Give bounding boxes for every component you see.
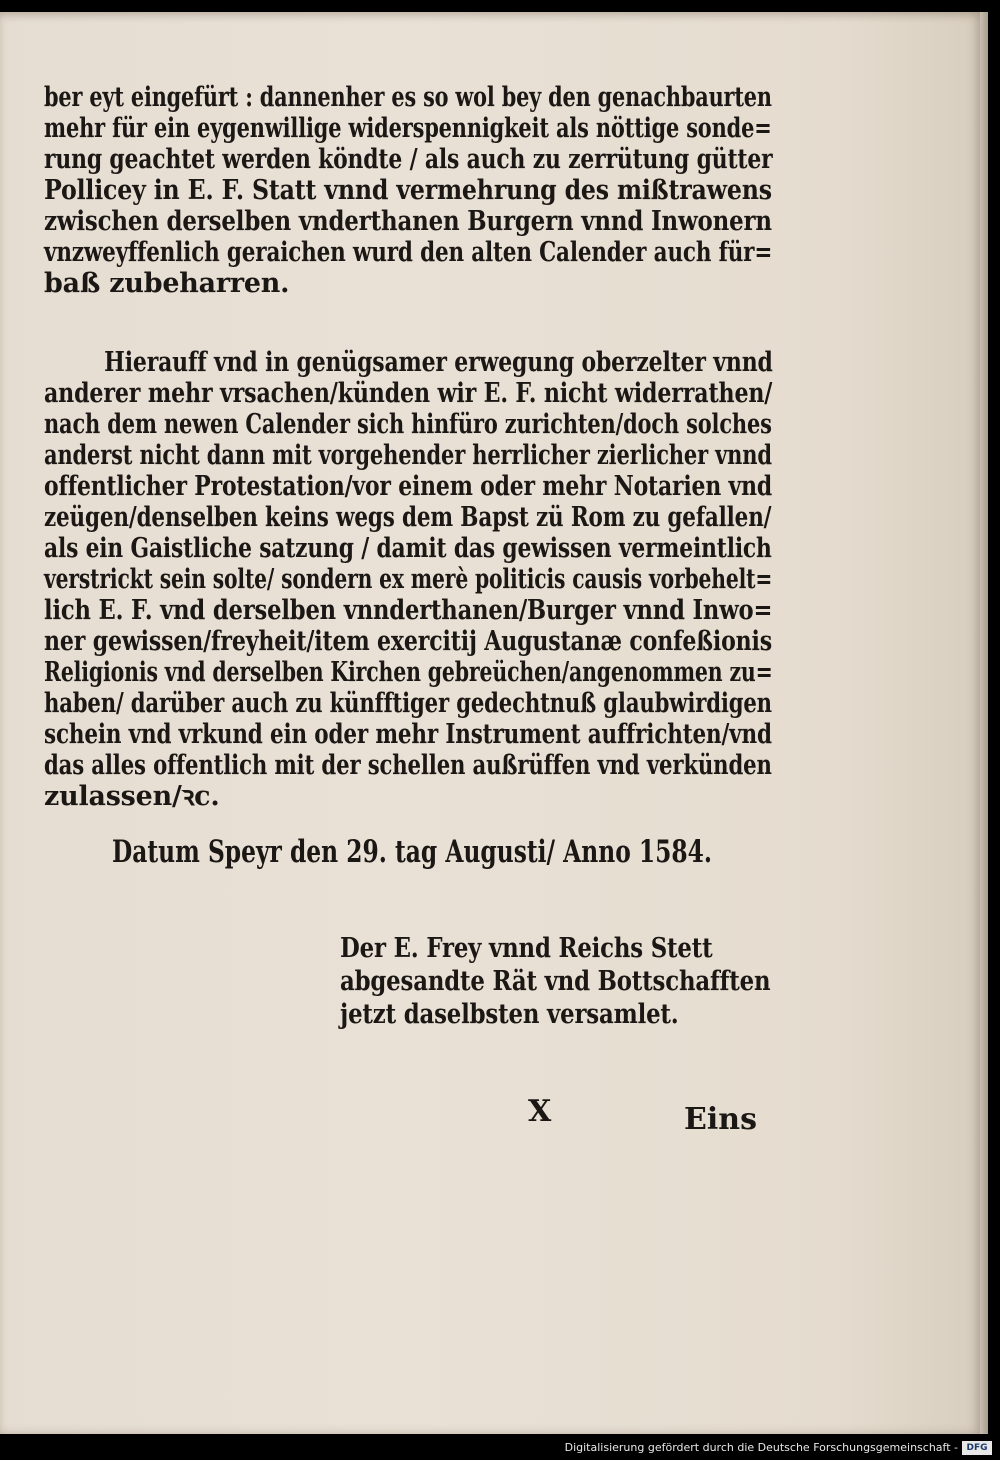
text-line: vnzweyffenlich geraichen wurd den alten Calender auch für=	[44, 237, 773, 268]
footer-credit-text: Digitalisierung gefördert durch die Deutsche Forschungsgemeinschaft -	[564, 1441, 958, 1454]
text-line: zwischen derselben vnderthanen Burgern vnnd Inwonern	[44, 206, 772, 237]
text-line: das alles offentlich mit der schellen außrüffen vnd verkünden	[44, 750, 772, 781]
text-line: verstrickt sein solte/ sondern ex merè politicis causis vorbehelt=	[44, 564, 773, 595]
paragraph-2	[44, 347, 774, 812]
text-line: baß zubeharren.	[44, 268, 290, 299]
signature-block	[340, 932, 849, 1031]
text-line: mehr für ein eygenwillige widerspennigkeit als nöttige sonde=	[44, 113, 772, 144]
text-line: offentlicher Protestation/vor einem oder mehr Notarien vnd	[44, 471, 773, 502]
text-line: Hierauff vnd in genügsamer erwegung oberzelter vnnd	[104, 347, 773, 378]
text-line: Religionis vnd derselben Kirchen gebreüchen/angenommen zu=	[44, 657, 773, 688]
text-line: Pollicey in E. F. Statt vnnd vermehrung des mißtrawens	[44, 175, 772, 206]
catchword: Eins	[684, 1102, 757, 1137]
text-line: haben/ darüber auch zu künfftiger gedechtnuß glaubwirdigen	[44, 688, 772, 719]
text-line: zulassen/ꝛc.	[44, 781, 220, 812]
text-line: ner gewissen/freyheit/item exercitij Augustanæ confeßionis	[44, 626, 773, 657]
book-page	[0, 12, 982, 1434]
signature-line: Der E. Frey vnnd Reichs Stett	[340, 933, 713, 964]
text-line: als ein Gaistliche satzung / damit das gewissen vermeintlich	[44, 533, 772, 564]
signature-mark: X	[528, 1094, 552, 1129]
text-line: ber eyt eingefürt : dannenher es so wol bey den genachbaurten	[44, 82, 772, 113]
text-line: nach dem newen Calender sich hinfüro zurichten/doch solches	[44, 409, 772, 440]
text-line: schein vnd vrkund ein oder mehr Instrument auffrichten/vnd	[44, 719, 772, 750]
text-line: anderst nicht dann mit vorgehender herrlicher zierlicher vnnd	[44, 440, 772, 471]
footer-bar	[0, 1434, 1000, 1460]
page-edge	[980, 12, 988, 1434]
signature-line: jetzt daselbsten versamlet.	[340, 999, 679, 1030]
text-line: lich E. F. vnd derselben vnnderthanen/Burger vnnd Inwo=	[44, 595, 773, 626]
text-line: rung geachtet werden köndte / als auch zu zerrütung gütter	[44, 144, 773, 175]
dateline: Datum Speyr den 29. tag Augusti/ Anno 1584.	[112, 834, 712, 870]
dfg-logo-icon: DFG	[962, 1441, 992, 1455]
text-line: anderer mehr vrsachen/künden wir E. F. nicht widerrathen/	[44, 378, 773, 409]
text-line: zeügen/denselben keins wegs dem Bapst zü Rom zu gefallen/	[44, 502, 772, 533]
paragraph-1	[44, 82, 774, 299]
signature-line: abgesandte Rät vnd Bottschafften	[340, 966, 771, 997]
body-text	[44, 82, 774, 812]
